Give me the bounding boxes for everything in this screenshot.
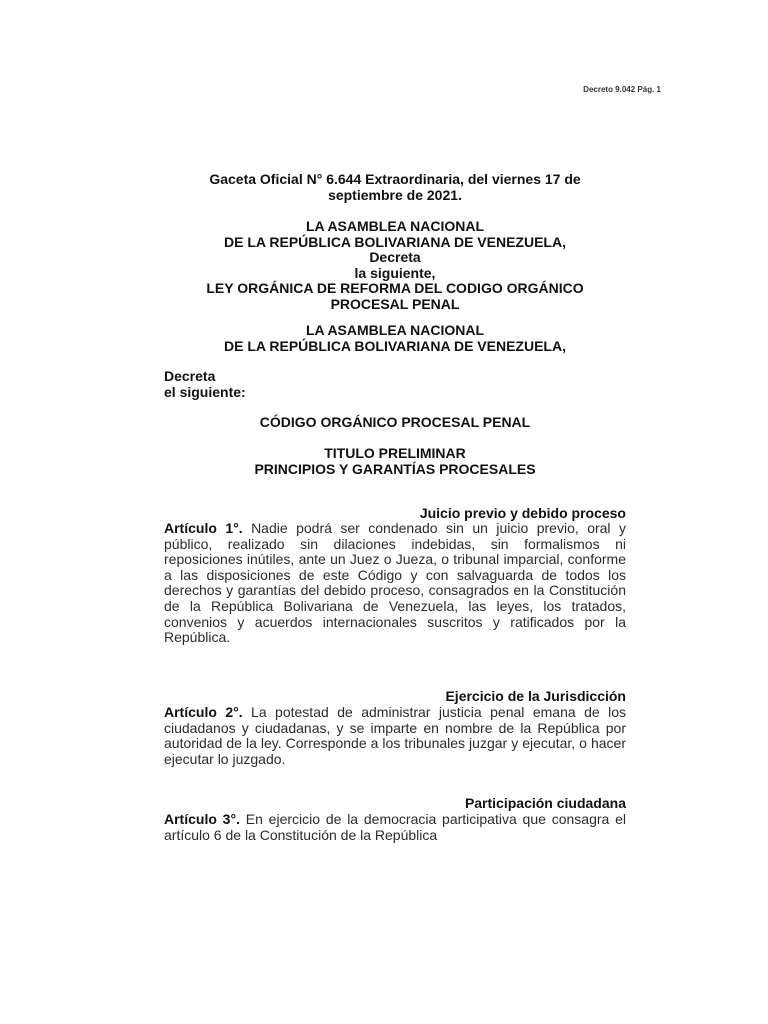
gazette-line-1: Gaceta Oficial N° 6.644 Extraordinaria, del viernes 17 de <box>209 171 581 187</box>
decree-1-line-6: PROCESAL PENAL <box>330 295 460 312</box>
decree-1-line-1: LA ASAMBLEA NACIONAL <box>305 218 485 234</box>
article-2-heading: Ejercicio de la Jurisdicción <box>445 688 626 704</box>
code-title: CÓDIGO ORGÁNICO PROCESAL PENAL <box>259 414 531 430</box>
article-2-label: Artículo 2°. <box>164 704 243 720</box>
decree-heading-2 <box>164 323 626 354</box>
article-1-heading: Juicio previo y debido proceso <box>419 505 626 521</box>
decree-1-line-4: la siguiente, <box>354 264 436 281</box>
article-3-label: Artículo 3°. <box>164 811 240 827</box>
decreta-block <box>164 369 626 400</box>
page-reference: Decreto 9.042 Pág. 1 <box>583 85 661 94</box>
preliminary-title <box>164 446 626 477</box>
decree-2-line-2: DE LA REPÚBLICA BOLIVARIANA DE VENEZUELA, <box>224 337 566 354</box>
decree-heading-1 <box>164 219 626 313</box>
decree-2-line-1: LA ASAMBLEA NACIONAL <box>305 322 485 338</box>
article-2-body <box>164 705 626 767</box>
article-1-text: Nadie podrá ser condenado sin un juicio previo, oral y público, realizado sin dilaciones indebidas, sin formalismos ni reposiciones inútiles, ante un Juez o Jueza, o tribunal imparcial, conforme a las disposiciones de este Código y con salvaguarda de todos los derechos y garantías del debido proceso, consagrados en la Constitución de la República Bolivariana de Venezuela, las leyes, los tratados, convenios y acuerdos internacionales suscritos y ratificados por la República. <box>164 520 626 646</box>
decreta-line-1: Decreta <box>164 368 216 384</box>
preliminary-title-line-1: TITULO PRELIMINAR <box>324 445 466 461</box>
gazette-reference <box>164 172 626 203</box>
article-2-text: La potestad de administrar justicia penal emana de los ciudadanos y ciudadanas, y se imparte en nombre de la República por autoridad de la ley. Corresponde a los tribunales juzgar y ejecutar, o hacer ejecutar lo juzgado. <box>164 704 626 767</box>
gazette-line-2: septiembre de 2021. <box>328 186 462 203</box>
decree-1-line-3: Decreta <box>369 249 421 266</box>
article-3-body <box>164 812 626 843</box>
article-1-body <box>164 521 626 646</box>
article-3-heading: Participación ciudadana <box>464 795 626 811</box>
preliminary-title-line-2: PRINCIPIOS Y GARANTÍAS PROCESALES <box>254 460 536 477</box>
decreta-line-2: el siguiente: <box>164 383 246 400</box>
article-3-text: En ejercicio de la democracia participativa que consagra el artículo 6 de la Constitución de la República <box>164 811 626 843</box>
decree-1-line-2: DE LA REPÚBLICA BOLIVARIANA DE VENEZUELA, <box>224 233 566 250</box>
decree-1-line-5: LEY ORGÁNICA DE REFORMA DEL CODIGO ORGÁNICO <box>206 280 584 297</box>
article-1-label: Artículo 1°. <box>164 520 243 536</box>
